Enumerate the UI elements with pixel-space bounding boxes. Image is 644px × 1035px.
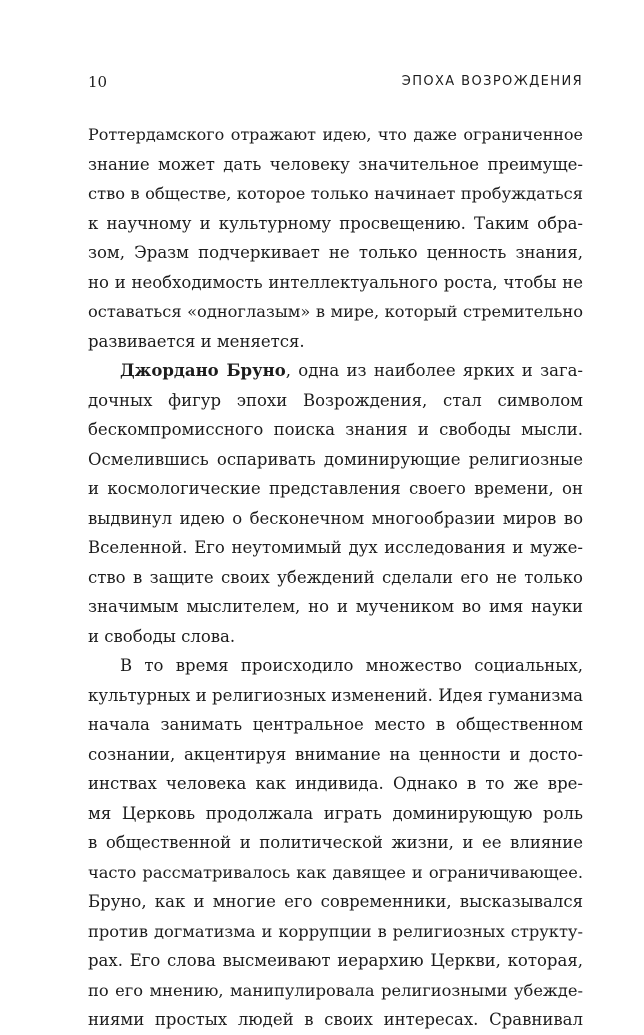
page-number: 10 — [88, 73, 108, 91]
text-line: дочных фигур эпохи Возрождения, стал символом — [88, 390, 583, 410]
text-line: мя Церковь продолжала играть доминирующую роль — [88, 803, 583, 823]
text-line: в общественной и политической жизни, и ее влияние — [88, 833, 583, 852]
text-line: ниями простых людей в своих интересах. Сравнивал — [88, 1010, 583, 1029]
text-line: начала занимать центральное место в общественном — [88, 715, 583, 734]
text-line: против догматизма и коррупции в религиозных структу- — [88, 921, 583, 941]
bold-lead: Джордано Бруно — [120, 361, 286, 380]
text-line — [88, 356, 583, 386]
text-line: ство в обществе, которое только начинает пробуждаться — [88, 184, 583, 203]
running-title: ЭПОХА ВОЗРОЖДЕНИЯ — [401, 74, 583, 89]
text-line: культурных и религиозных изменений. Идея гуманизма — [88, 685, 583, 705]
text-line: В то время происходило множество социальных, — [120, 656, 583, 675]
text-line: часто рассматривалось как давящее и ограничивающее. — [88, 862, 583, 882]
paragraph — [88, 651, 583, 1035]
text-line: выдвинул идею о бесконечном многообразии миров во — [88, 508, 583, 528]
text-line: сознании, акцентируя внимание на ценности и досто- — [88, 744, 583, 764]
paragraph — [88, 120, 583, 356]
text-line: Осмелившись оспаривать доминирующие религиозные — [88, 449, 583, 469]
first-line-rest: , одна из наиболее ярких и зага- — [285, 361, 584, 380]
paragraph — [88, 356, 583, 651]
text-line: значимым мыслителем, но и мучеником во имя науки — [88, 597, 583, 616]
text-line: ство в защите своих убеждений сделали его не только — [88, 567, 583, 587]
text-line: инствах человека как индивида. Однако в то же вре- — [88, 774, 583, 793]
page-header — [88, 71, 583, 93]
text-line: рах. Его слова высмеивают иерархию Церкви, которая, — [88, 951, 583, 970]
text-line: оставаться «одноглазым» в мире, который стремительно — [88, 302, 583, 321]
text-line: знание может дать человеку значительное преимуще- — [88, 154, 583, 174]
text-line: Вселенной. Его неутомимый дух исследования и муже- — [88, 538, 583, 557]
text-line: по его мнению, манипулировала религиозными убежде- — [88, 980, 583, 1000]
text-line: но и необходимость интеллектуального роста, чтобы не — [88, 272, 583, 292]
text-line: Бруно, как и многие его современники, высказывался — [88, 892, 583, 911]
text-line: и свободы слова. — [88, 626, 236, 646]
text-line: бескомпромиссного поиска знания и свободы мысли. — [88, 420, 583, 439]
body-text — [88, 120, 583, 1035]
text-line: развивается и меняется. — [88, 331, 305, 351]
text-line: Роттердамского отражают идею, что даже ограниченное — [88, 125, 583, 144]
text-line: зом, Эразм подчеркивает не только ценность знания, — [88, 243, 583, 262]
text-line: к научному и культурному просвещению. Таким обра- — [88, 213, 583, 233]
text-line: и космологические представления своего времени, он — [88, 479, 583, 498]
